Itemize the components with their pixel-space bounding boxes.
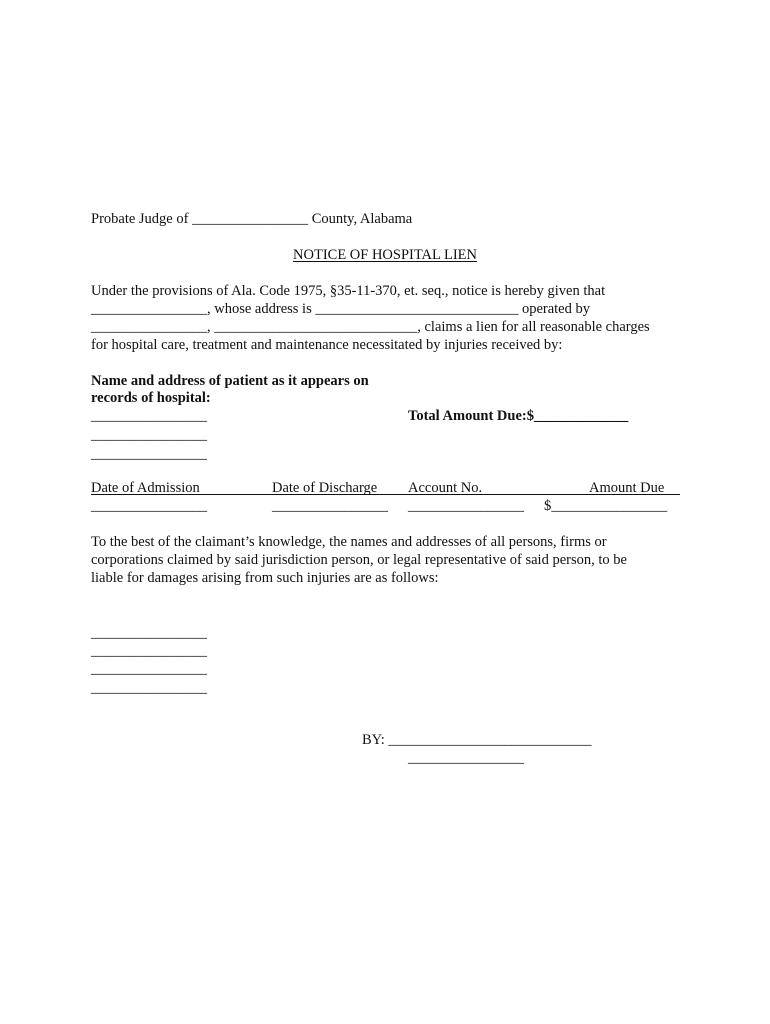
total-amount-due: Total Amount Due:$_____________ [408,408,629,424]
party-blank-2: ________________ [91,643,207,659]
party-blank-3: ________________ [91,661,207,677]
party-blank-1: ________________ [91,625,207,641]
signature-title-blank: ________________ [408,750,524,766]
intro-line-2: ________________, whose address is ____________________________ operated by [91,301,590,317]
party-blank-4: ________________ [91,680,207,696]
intro-line-1: Under the provisions of Ala. Code 1975, §35-11-370, et. seq., notice is hereby given that [91,283,606,299]
header-date-of-discharge: Date of Discharge [272,480,378,496]
blank-date-of-admission: ________________ [91,498,207,514]
signature-by-line: BY: ____________________________ [362,732,592,748]
blank-account-no: ________________ [408,498,524,514]
probate-judge-line: Probate Judge of ________________ County, Alabama [91,211,413,227]
header-amount-due: Amount Due [589,480,665,496]
patient-blank-3: ________________ [91,446,207,462]
patient-heading-line-2: records of hospital: [91,390,211,406]
intro-line-3: ________________, ____________________________, claims a lien for all reasonable charges [91,319,650,335]
document-title: NOTICE OF HOSPITAL LIEN [293,247,477,263]
header-date-of-admission: Date of Admission [91,480,200,496]
patient-blank-1: ________________ [91,408,207,424]
patient-blank-2: ________________ [91,427,207,443]
patient-heading-line-1: Name and address of patient as it appears on [91,373,369,389]
blank-date-of-discharge: ________________ [272,498,388,514]
header-account-no: Account No. [408,480,483,496]
knowledge-line-3: liable for damages arising from such injuries are as follows: [91,570,439,586]
knowledge-line-1: To the best of the claimant’s knowledge, the names and addresses of all persons, firms or [91,534,607,550]
knowledge-line-2: corporations claimed by said jurisdiction person, or legal representative of said person, to be [91,552,627,568]
intro-line-4: for hospital care, treatment and maintenance necessitated by injuries received by: [91,337,563,353]
blank-amount-due: $________________ [544,498,668,514]
